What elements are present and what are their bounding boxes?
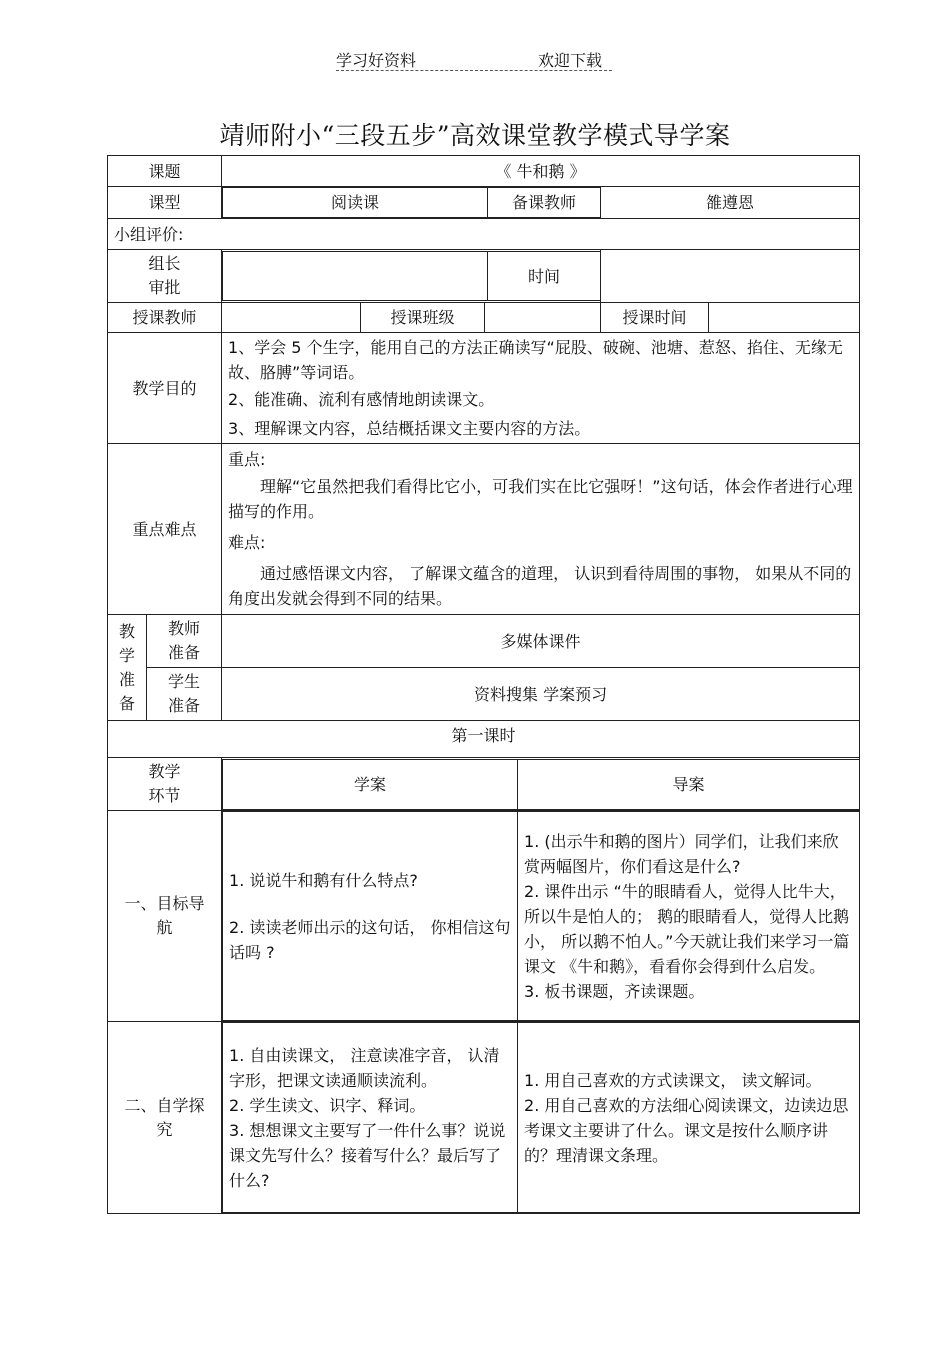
guide-plan-header: 导案 — [518, 759, 860, 809]
teacher-row — [108, 303, 860, 333]
prep-teacher-value: 雒遵恩 — [601, 187, 860, 219]
goal-item: 2、能准确、流利有感情地朗读课文。 — [228, 390, 495, 409]
step2-study-item: 2. 学生读文、识字、释词。 — [229, 1095, 426, 1115]
class-time-label: 授课时间 — [601, 303, 709, 333]
student-prep-label-2: 准备 — [168, 696, 201, 715]
step1-label-1: 一、目标导 — [124, 894, 205, 913]
step1-guide-item: 2. 课件出示 “牛的眼睛看人，觉得人比牛大，所以牛是怕人的； 鹅的眼睛看人，觉得人比鹅小， 所以鹅不怕人。”今天就让我们来学习一篇课文 《牛和鹅》，看看你会得到什么启发。 — [524, 881, 850, 976]
step-label-1: 教学 — [148, 762, 181, 781]
teacher-prep-value: 多媒体课件 — [222, 615, 860, 668]
step2-label-1: 二、自学探 — [124, 1095, 205, 1115]
time-label: 时间 — [488, 252, 601, 301]
student-prep-row — [108, 668, 860, 721]
goals-label: 教学目的 — [108, 333, 222, 444]
key-points-row — [108, 444, 860, 615]
difficulty-text: 通过感悟课文内容， 了解课文蕴含的道理， 认识到看待周围的事物， 如果从不同的角度出发就会得到不同的结果。 — [228, 564, 852, 608]
difficulty-heading: 难点: — [228, 533, 266, 552]
prep-label-2: 学 — [118, 645, 135, 665]
page-title: 靖师附小“三段五步”高效课堂教学模式导学案 — [219, 121, 731, 150]
teacher-prep-row — [108, 615, 860, 668]
class-value — [485, 303, 601, 333]
time-value — [601, 250, 860, 303]
step2-guide-item: 1. 用自己喜欢的方式读课文， 读文解词。 — [524, 1070, 822, 1090]
key-points-label: 重点难点 — [108, 444, 222, 615]
lesson-row — [108, 721, 860, 758]
topic-value: 《 牛和鹅 》 — [222, 156, 860, 187]
student-prep-label-1: 学生 — [168, 672, 201, 691]
step2-guide-item: 2. 用自己喜欢的方法细心阅读课文，边读边思考课文主要讲了什么。课文是按什么顺序讲的？理清课文条理。 — [524, 1095, 849, 1165]
step-label-2: 环节 — [148, 786, 181, 805]
key-points-content — [222, 444, 860, 615]
step1-guide-item: 1. (出示牛和鹅的图片）同学们，让我们来欣赏两幅图片，你们看这是什么? — [524, 831, 839, 876]
goal-item: 3、理解课文内容，总结概括课文主要内容的方法。 — [228, 419, 591, 438]
study-plan-header: 学案 — [223, 759, 518, 809]
teacher-label: 授课教师 — [108, 303, 222, 333]
student-prep-value: 资料搜集 学案预习 — [222, 668, 860, 721]
step1-study — [223, 812, 518, 1021]
teacher-prep-label-2: 准备 — [168, 643, 201, 662]
type-row — [108, 187, 860, 219]
approval-row — [108, 250, 860, 303]
header-right: 欢迎下载 — [538, 51, 603, 70]
lesson-label: 第一课时 — [108, 721, 860, 758]
lesson-plan-table — [107, 155, 860, 1214]
topic-label: 课题 — [108, 156, 222, 187]
step2-guide — [518, 1023, 860, 1213]
step-header-row — [108, 758, 860, 811]
key-text: 理解“它虽然把我们看得比它小，可我们实在比它强呀！”这句话，体会作者进行心理描写的作用。 — [228, 477, 853, 521]
teacher-prep-label-1: 教师 — [168, 619, 201, 638]
step2-study-item: 3. 想想课文主要写了一件什么事？说说课文先写什么？接着写什么？最后写了什么? — [229, 1120, 506, 1190]
prep-label-3: 准 — [118, 669, 135, 689]
step1-guide-item: 3. 板书课题，齐读课题。 — [524, 981, 705, 1001]
header-left: 学习好资料 — [336, 51, 417, 70]
class-time-value — [709, 303, 860, 333]
approval-value — [223, 252, 488, 301]
topic-row — [108, 156, 860, 187]
prep-label-4: 备 — [118, 693, 135, 713]
step1-study-item: 2. 读读老师出示的这句话， 你相信这句话吗 ? — [229, 917, 511, 962]
prep-label-1: 教 — [118, 621, 135, 641]
group-eval-label: 小组评价: — [108, 219, 860, 250]
step1-study-item: 1. 说说牛和鹅有什么特点? — [229, 870, 418, 890]
type-label: 课型 — [108, 187, 222, 219]
class-label: 授课班级 — [361, 303, 485, 333]
goals-row — [108, 333, 860, 444]
type-value: 阅读课 — [223, 188, 488, 218]
header-divider — [336, 70, 612, 71]
step1-guide — [518, 812, 860, 1021]
goals-content — [222, 333, 860, 444]
teacher-value — [222, 303, 361, 333]
step2-study-item: 1. 自由读课文， 注意读准字音， 认清字形，把课文读通顺读流利。 — [229, 1045, 500, 1090]
prep-teacher-label: 备课教师 — [488, 188, 601, 218]
step1-label-2: 航 — [156, 918, 173, 937]
step2-row — [108, 1022, 860, 1214]
step1-row — [108, 811, 860, 1022]
key-heading: 重点: — [228, 450, 266, 469]
leader-label-1: 组长 — [148, 254, 181, 273]
goal-item: 1、学会 5 个生字，能用自己的方法正确读写“屁股、破碗、池塘、惹怒、掐住、无缘无故、胳膊”等词语。 — [228, 338, 843, 382]
leader-label-2: 审批 — [148, 278, 181, 297]
step2-label-2: 究 — [156, 1119, 173, 1139]
step2-study — [223, 1023, 518, 1213]
group-eval-row — [108, 219, 860, 250]
